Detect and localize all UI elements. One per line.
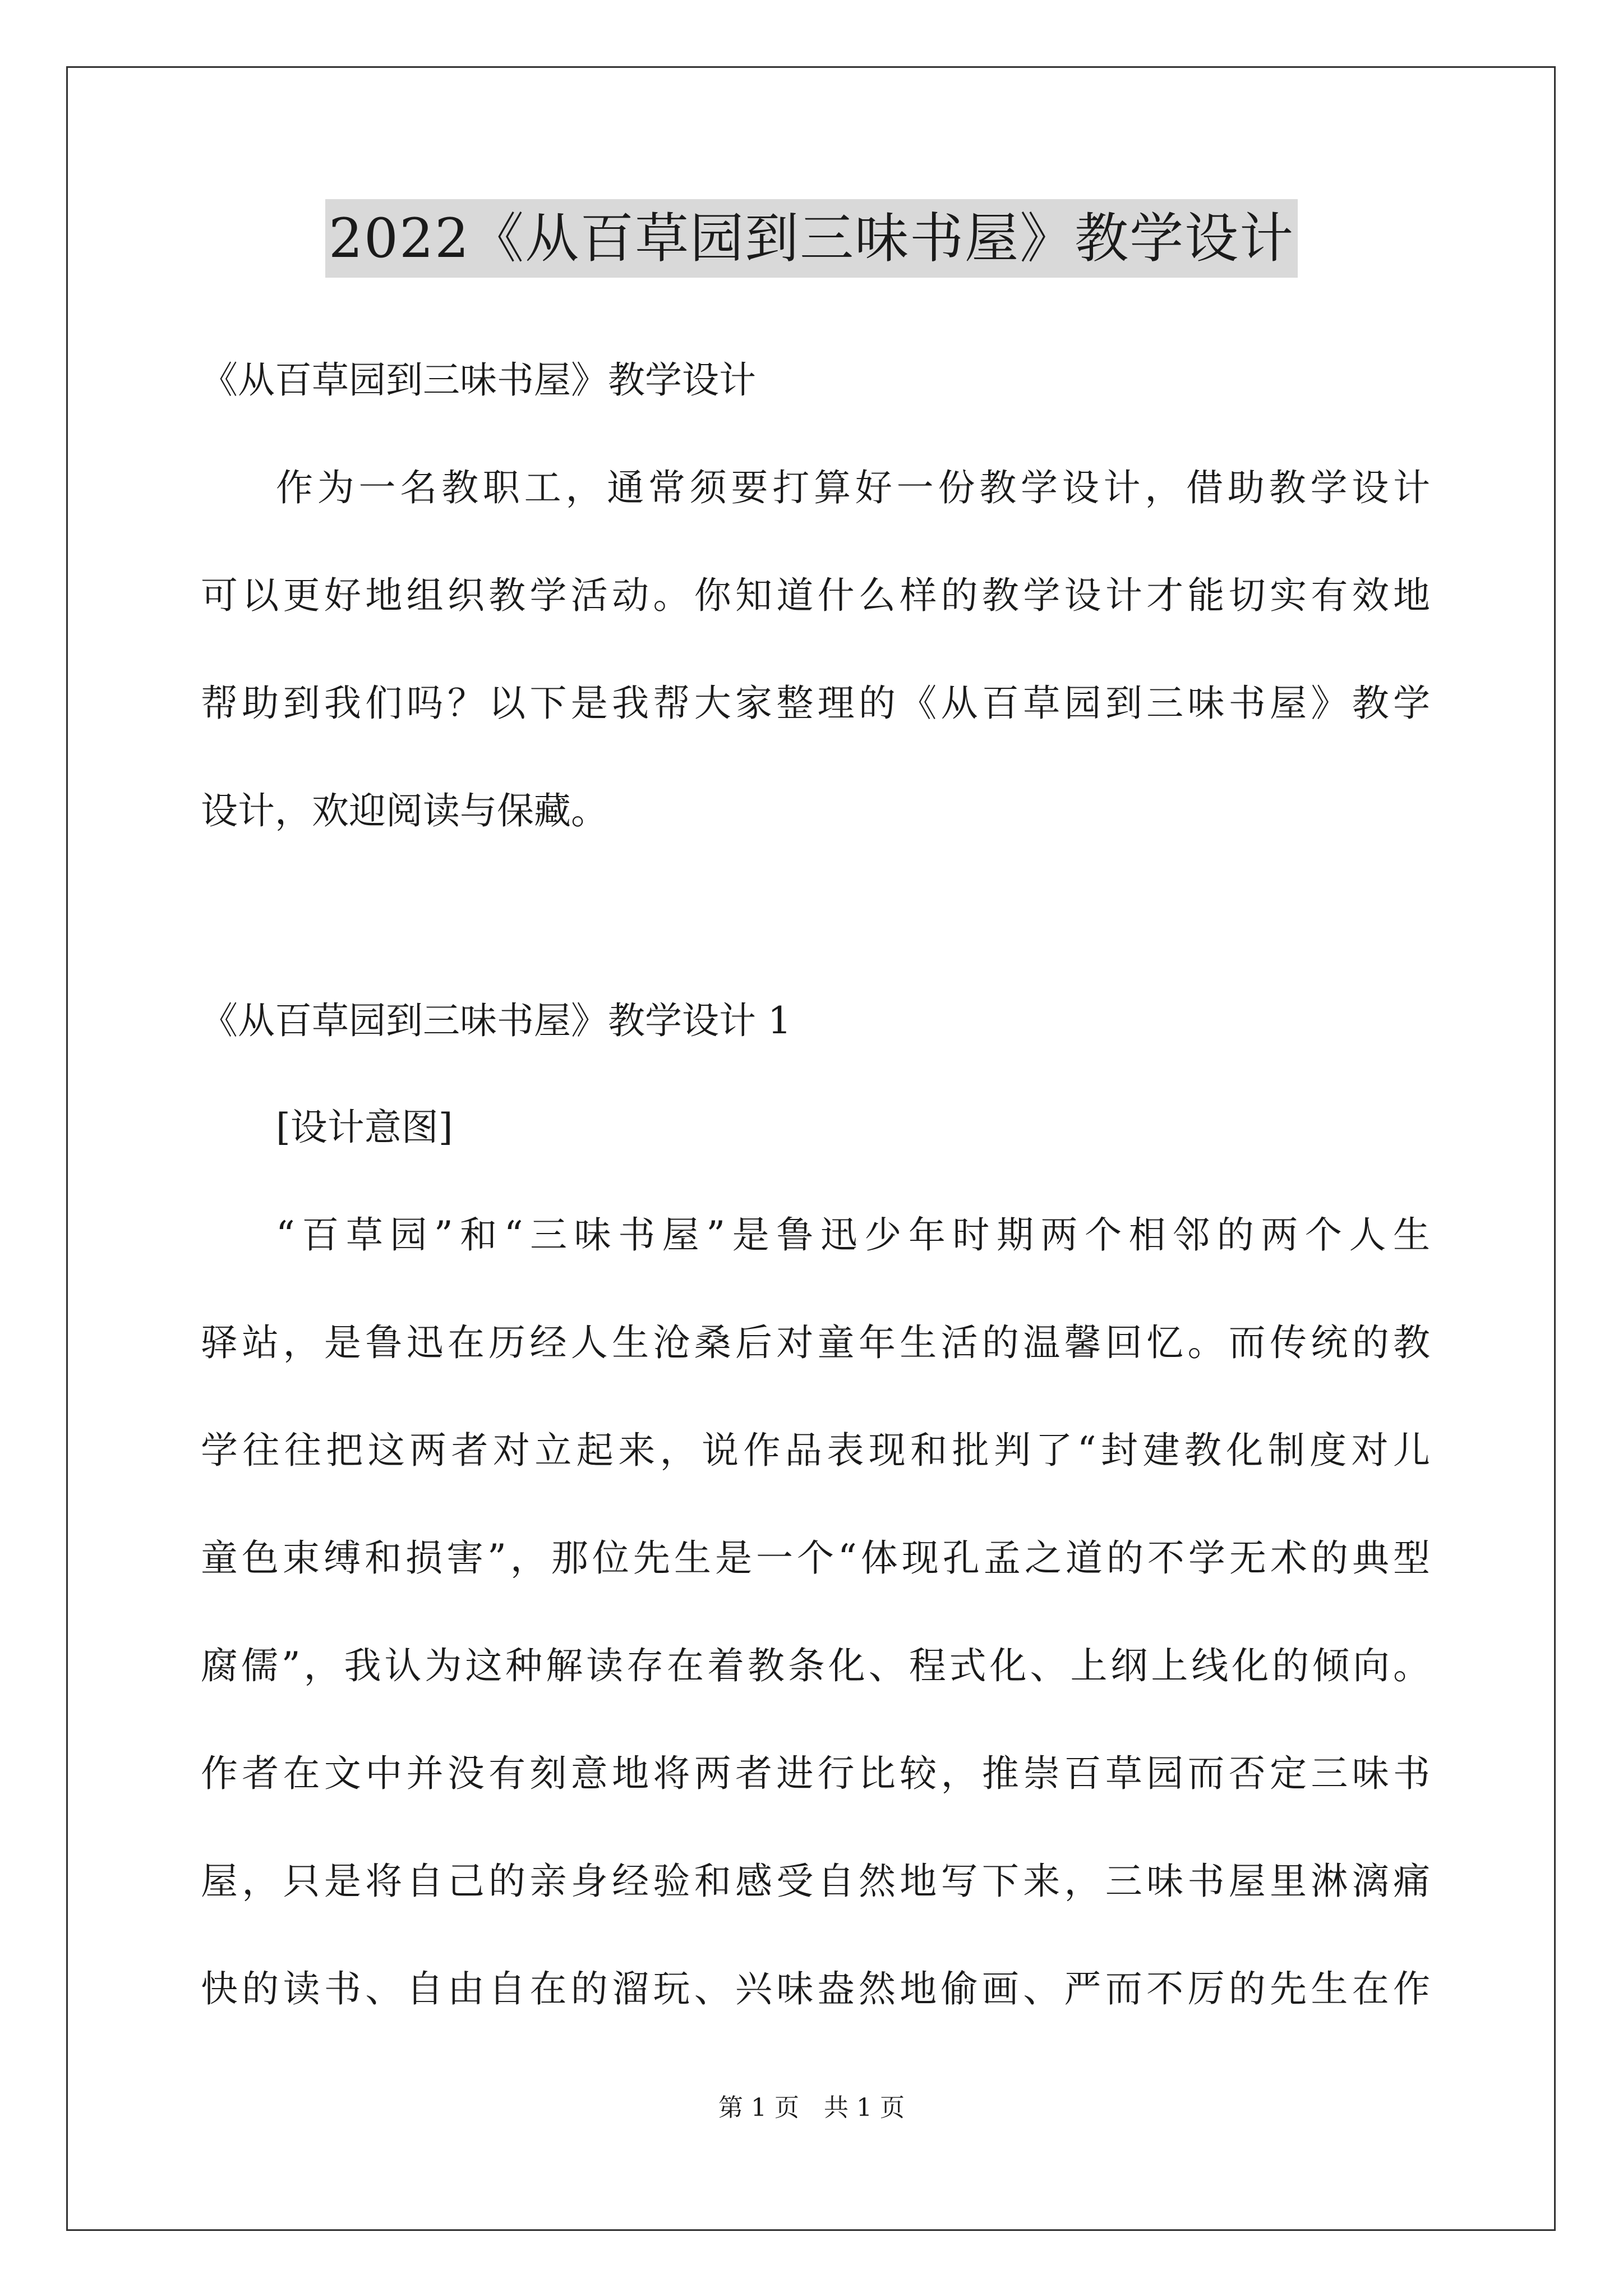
page-footer: 第 1 页 共 1 页 [718, 2093, 905, 2122]
intro-line-1: 作为一名教职工，通常须要打算好一份教学设计，借助教学设计 [276, 466, 1430, 509]
body-line-4: 童色束缚和损害”，那位先生是一个“体现孔孟之道的不学无术的典型 [201, 1536, 1430, 1580]
body-line-6: 作者在文中并没有刻意地将两者进行比较，推崇百草园而否定三味书 [201, 1752, 1430, 1795]
title-block [0, 199, 1623, 278]
design-intent-label: [设计意图] [276, 1106, 453, 1149]
intro-line-2: 可以更好地组织教学活动。你知道什么样的教学设计才能切实有效地 [201, 574, 1430, 617]
section-heading: 《从百草园到三味书屋》教学设计 1 [201, 999, 791, 1042]
document-subtitle: 《从百草园到三味书屋》教学设计 [201, 358, 756, 402]
body-line-5: 腐儒”，我认为这种解读存在着教条化、程式化、上纲上线化的倾向。 [201, 1644, 1430, 1687]
intro-line-3: 帮助到我们吗？以下是我帮大家整理的《从百草园到三味书屋》教学 [201, 682, 1430, 725]
body-line-2: 驿站，是鲁迅在历经人生沧桑后对童年生活的温馨回忆。而传统的教 [201, 1321, 1430, 1364]
body-line-7: 屋，只是将自己的亲身经验和感受自然地写下来，三味书屋里淋漓痛 [201, 1860, 1430, 1903]
body-line-3: 学往往把这两者对立起来，说作品表现和批判了“封建教化制度对儿 [201, 1429, 1430, 1472]
body-line-1: “百草园”和“三味书屋”是鲁迅少年时期两个相邻的两个人生 [276, 1213, 1430, 1257]
intro-line-4: 设计，欢迎阅读与保藏。 [201, 789, 608, 832]
document-title: 2022《从百草园到三味书屋》教学设计 [325, 199, 1298, 278]
body-line-8: 快的读书、自由自在的溜玩、兴味盎然地偷画、严而不厉的先生在作 [201, 1967, 1430, 2010]
